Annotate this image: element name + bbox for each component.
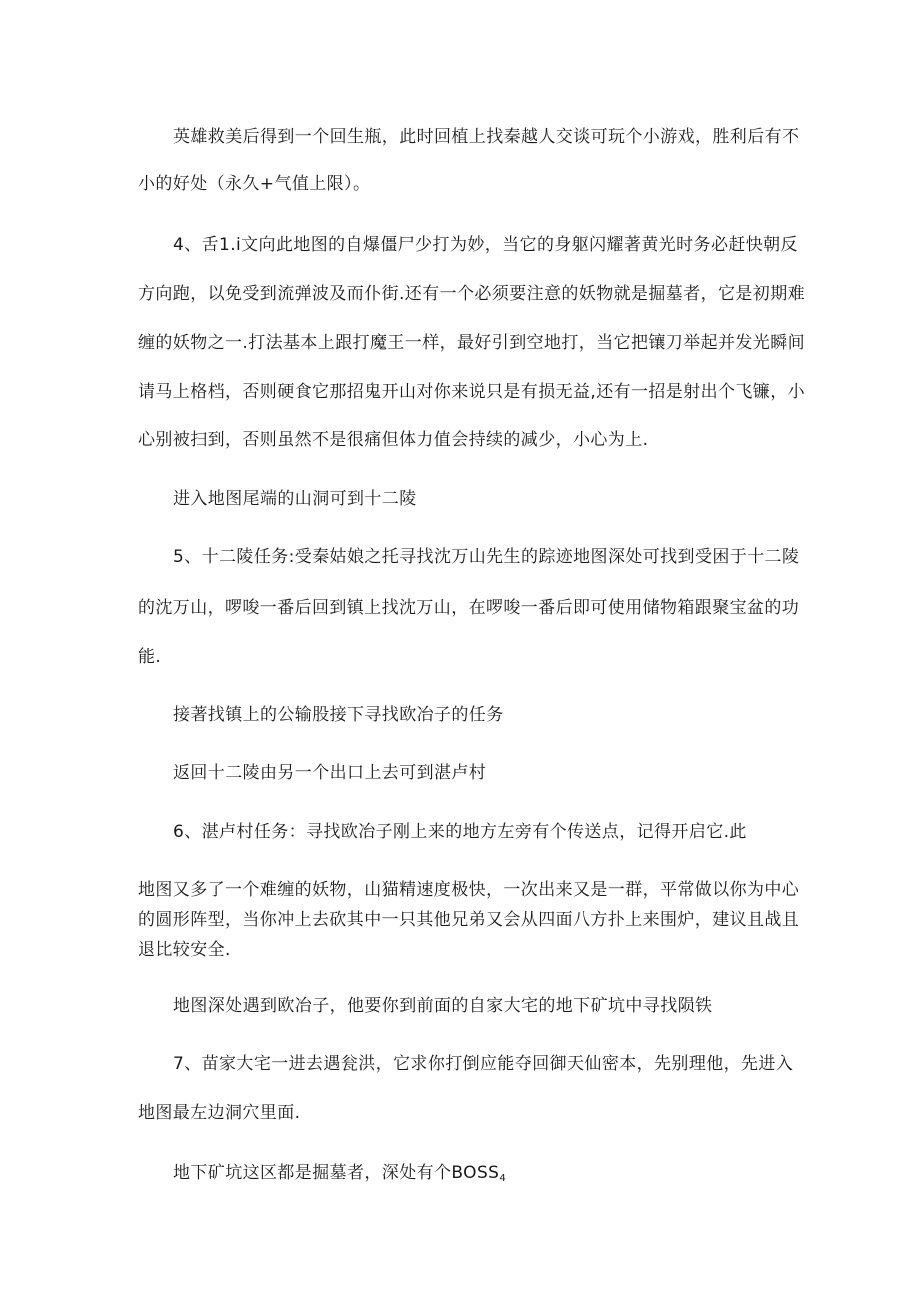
paragraph-5-line-1: 接著找镇上的公输股接下寻找欧冶子的任务 bbox=[173, 705, 504, 725]
paragraph-11-line-1 bbox=[173, 1161, 506, 1191]
paragraph-8-line-3: 退比较安全. bbox=[138, 940, 231, 960]
paragraph-9-line-1: 地图深处遇到欧冶子，他要你到前面的自家大宅的地下矿坑中寻找陨铁 bbox=[173, 996, 713, 1016]
paragraph-7-line-1: 6、湛卢村任务：寻找欧冶子刚上来的地方左旁有个传送点，记得开启它.此 bbox=[173, 822, 747, 842]
paragraph-10-line-1: 7、苗家大宅一进去遇瓮洪，它求你打倒应能夺回御天仙密本，先别理他，先进入 bbox=[173, 1054, 794, 1074]
paragraph-10-line-2: 地图最左边洞穴里面. bbox=[138, 1103, 301, 1123]
paragraph-2-line-4: 请马上格档，否则硬食它那招鬼开山对你来说只是有损无益,还有一招是射出个飞镰，小 bbox=[138, 382, 806, 402]
paragraph-8-line-2: 的圆形阵型，当你冲上去砍其中一只其他兄弟又会从四面八方扑上来围炉，建议且战且 bbox=[138, 910, 800, 930]
paragraph-6-line-1: 返回十二陵由另一个出口上去可到湛卢村 bbox=[173, 763, 487, 783]
paragraph-4-line-3: 能. bbox=[138, 647, 162, 667]
paragraph-2-line-3: 缠的妖物之一.打法基本上跟打魔王一样，最好引到空地打，当它把镶刀举起并发光瞬间 bbox=[138, 333, 806, 353]
paragraph-3-line-1: 进入地图尾端的山洞可到十二陵 bbox=[173, 489, 417, 509]
paragraph-2-line-1: 4、舌1.i文向此地图的自爆僵尸少打为妙，当它的身躯闪耀著黄光时务必赶快朝反 bbox=[173, 235, 798, 255]
paragraph-11-text: 地下矿坑这区都是掘墓者，深处有个BOSS bbox=[173, 1163, 500, 1183]
paragraph-1-line-1: 英雄救美后得到一个回生瓶，此时回植上找秦越人交谈可玩个小游戏，胜利后有不 bbox=[173, 127, 800, 147]
paragraph-8-line-1: 地图又多了一个难缠的妖物，山猫精速度极快，一次出来又是一群，平常做以你为中心 bbox=[138, 880, 800, 900]
paragraph-1-line-2: 小的好处（永久+气值上限）。 bbox=[138, 174, 371, 194]
paragraph-4-line-1: 5、十二陵任务:受秦姑娘之托寻找沈万山先生的踪迹地图深处可找到受困于十二陵 bbox=[173, 547, 800, 567]
paragraph-2-line-2: 方向跑，以免受到流弹波及而仆街.还有一个必须要注意的妖物就是掘墓者，它是初期难 bbox=[138, 284, 806, 304]
paragraph-11-subscript: 4 bbox=[499, 1173, 507, 1184]
paragraph-4-line-2: 的沈万山，啰唆一番后回到镇上找沈万山，在啰唆一番后即可使用储物箱跟聚宝盆的功 bbox=[138, 598, 800, 618]
paragraph-2-line-5: 心别被扫到，否则虽然不是很痛但体力值会持续的减少，小心为上. bbox=[138, 430, 649, 450]
